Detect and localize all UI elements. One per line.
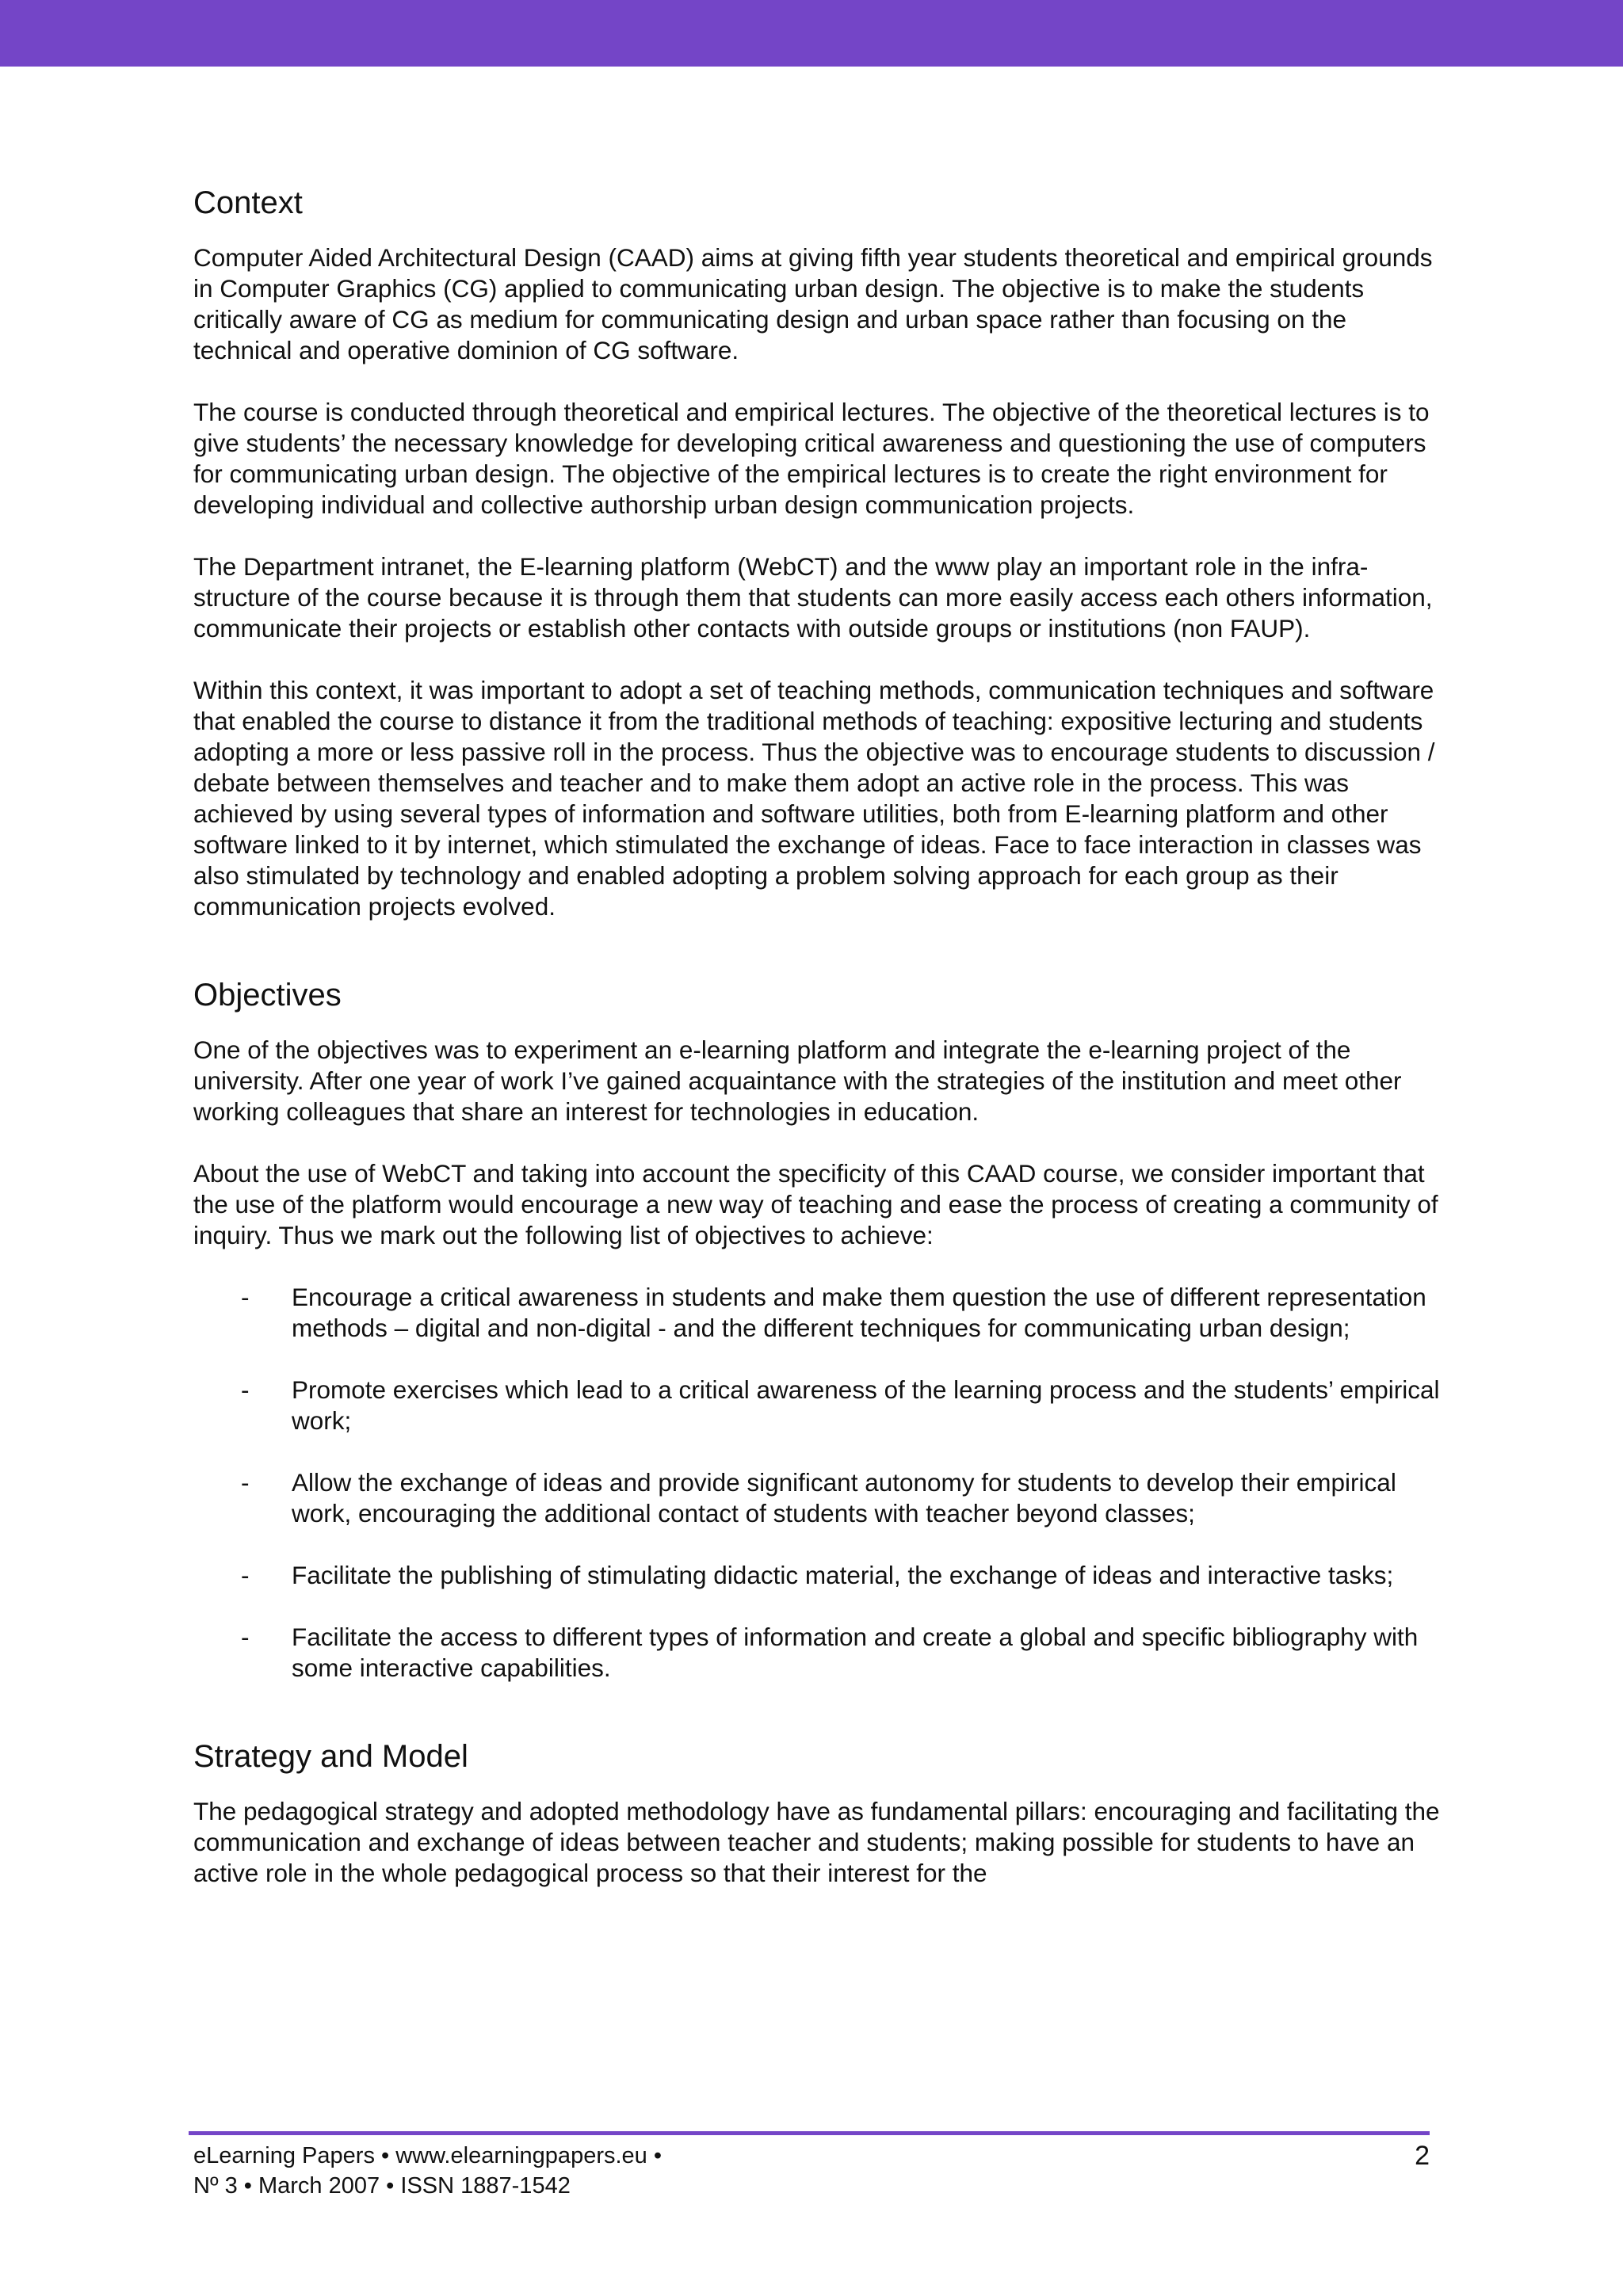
objectives-paragraph-2: About the use of WebCT and taking into account the specificity of this CAAD course, we consider important that the use of the platform would encourage a new way of teaching and ease the process of creating a community of inquiry. Thus we mark out the following list of objectives to achieve:: [193, 1159, 1438, 1249]
strategy-paragraph-1: The pedagogical strategy and adopted methodology have as fundamental pillars: encouraging and facilitating the communication and exchange of ideas between teacher and students; making possible for students to have an active role in the whole pedagogical process so that their interest for the: [193, 1797, 1440, 1887]
context-paragraph-2: The course is conducted through theoretical and empirical lectures. The objective of the theoretical lectures is to give students’ the necessary knowledge for developing critical awareness and questioning the use of computers for communicating urban design. The objective of the empirical lectures is to create the right environment for developing individual and collective authorship urban design communication projects.: [193, 398, 1430, 519]
section-heading-objectives: Objectives: [193, 978, 342, 1013]
list-dash: -: [241, 1468, 250, 1497]
section-heading-context: Context: [193, 185, 303, 220]
footer-rule: [189, 2131, 1430, 2135]
list-item: [193, 1467, 1445, 1529]
footer-issue: Nº 3 • March 2007 • ISSN 1887-1542: [193, 2173, 571, 2199]
list-item-text: Facilitate the publishing of stimulating didactic material, the exchange of ideas and interactive tasks;: [292, 1561, 1394, 1589]
list-item-text: Facilitate the access to different types of information and create a global and specific bibliography with some interactive capabilities.: [292, 1623, 1419, 1682]
list-item-text: Encourage a critical awareness in students and make them question the use of different representation methods – digital and non-digital - and the different techniques for communicating urban design;: [292, 1283, 1426, 1342]
list-item: [193, 1282, 1445, 1344]
section-objectives: [193, 974, 1445, 1684]
list-dash: -: [241, 1375, 250, 1404]
footer-publication: eLearning Papers • www.elearningpapers.eu •: [193, 2143, 663, 2168]
list-item-text: Promote exercises which lead to a critical awareness of the learning process and the students’ empirical work;: [292, 1375, 1440, 1435]
context-paragraph-4: Within this context, it was important to adopt a set of teaching methods, communication techniques and software that enabled the course to distance it from the traditional methods of teaching: expositive lecturing and students adopting a more or less passive roll in the process. Thus the objective was to encourage students to discussion / debate between themselves and teacher and to make them adopt an active role in the process. This was achieved by using several types of information and software utilities, both from E-learning platform and other software linked to it by internet, which stimulated the exchange of ideas. Face to face interaction in classes was also stimulated by technology and enabled adopting a problem solving approach for each group as their communication projects evolved.: [193, 676, 1435, 921]
list-item: [193, 1622, 1445, 1684]
page-footer: [193, 2141, 1430, 2201]
list-item: [193, 1560, 1445, 1591]
objectives-list: [193, 1282, 1445, 1684]
header-band: [0, 0, 1623, 67]
section-heading-strategy: Strategy and Model: [193, 1739, 468, 1774]
list-dash: -: [241, 1623, 250, 1651]
objectives-paragraph-1: One of the objectives was to experiment an e-learning platform and integrate the e-learning project of the university. After one year of work I’ve gained acquaintance with the strategies of the institution and meet other working colleagues that share an interest for technologies in education.: [193, 1035, 1402, 1126]
list-dash: -: [241, 1283, 250, 1311]
context-paragraph-3: The Department intranet, the E-learning platform (WebCT) and the www play an important role in the infra-structure of the course because it is through them that students can more easily access each others information, communicate their projects or establish other contacts with outside groups or institutions (non FAUP).: [193, 552, 1433, 643]
list-dash: -: [241, 1561, 250, 1589]
section-context: [193, 182, 1445, 922]
context-paragraph-1: Computer Aided Architectural Design (CAAD) aims at giving fifth year students theoretical and empirical grounds in Computer Graphics (CG) applied to communicating urban design. The objective is to make the students critically aware of CG as medium for communicating design and urban space rather than focusing on the technical and operative dominion of CG software.: [193, 243, 1433, 364]
list-item-text: Allow the exchange of ideas and provide significant autonomy for students to develop their empirical work, encouraging the additional contact of students with teacher beyond classes;: [292, 1468, 1396, 1527]
section-strategy: [193, 1736, 1445, 1889]
list-item: [193, 1375, 1445, 1436]
document-body: [193, 182, 1445, 1889]
page-number: 2: [1415, 2141, 1430, 2171]
